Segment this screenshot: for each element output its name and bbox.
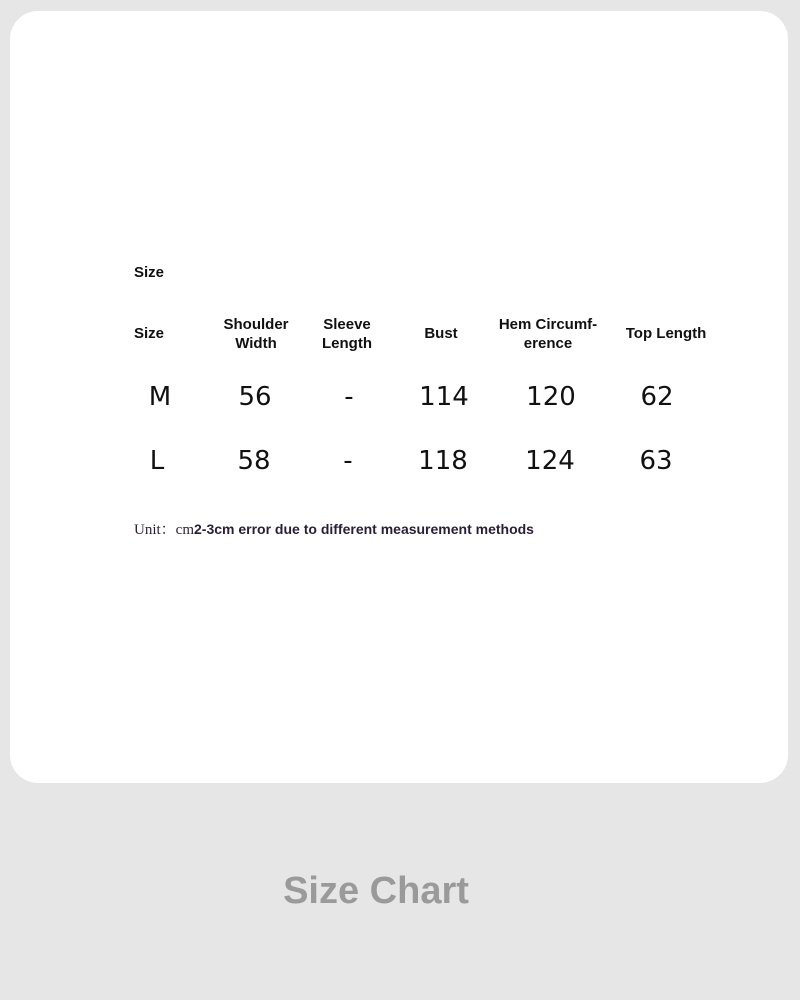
table-cell: 114 — [419, 382, 469, 412]
column-header-hem-circumference: Hem Circumf- erence — [498, 316, 598, 352]
column-header-top-length: Top Length — [625, 325, 707, 342]
table-cell: 58 — [237, 446, 271, 476]
table-cell: 56 — [238, 382, 272, 412]
column-header-bust: Bust — [424, 325, 458, 342]
table-cell: M — [148, 382, 172, 412]
table-cell: 63 — [639, 446, 673, 476]
section-title: Size — [134, 264, 165, 281]
unit-label: Unit：cm — [134, 522, 194, 538]
table-cell: 62 — [640, 382, 674, 412]
column-header-shoulder-width: Shoulder Width — [223, 316, 289, 352]
column-header-size: Size — [133, 325, 165, 342]
page-caption: Size Chart — [283, 870, 469, 912]
table-cell: 118 — [418, 446, 468, 476]
table-cell: 120 — [526, 382, 576, 412]
column-header-sleeve-length: Sleeve Length — [322, 316, 372, 352]
table-cell: 124 — [525, 446, 575, 476]
error-note: 2-3cm error due to different measurement methods — [194, 521, 534, 537]
table-cell: L — [149, 446, 165, 476]
table-cell: - — [344, 382, 354, 412]
table-cell: - — [343, 446, 353, 476]
measurement-note — [134, 518, 534, 539]
